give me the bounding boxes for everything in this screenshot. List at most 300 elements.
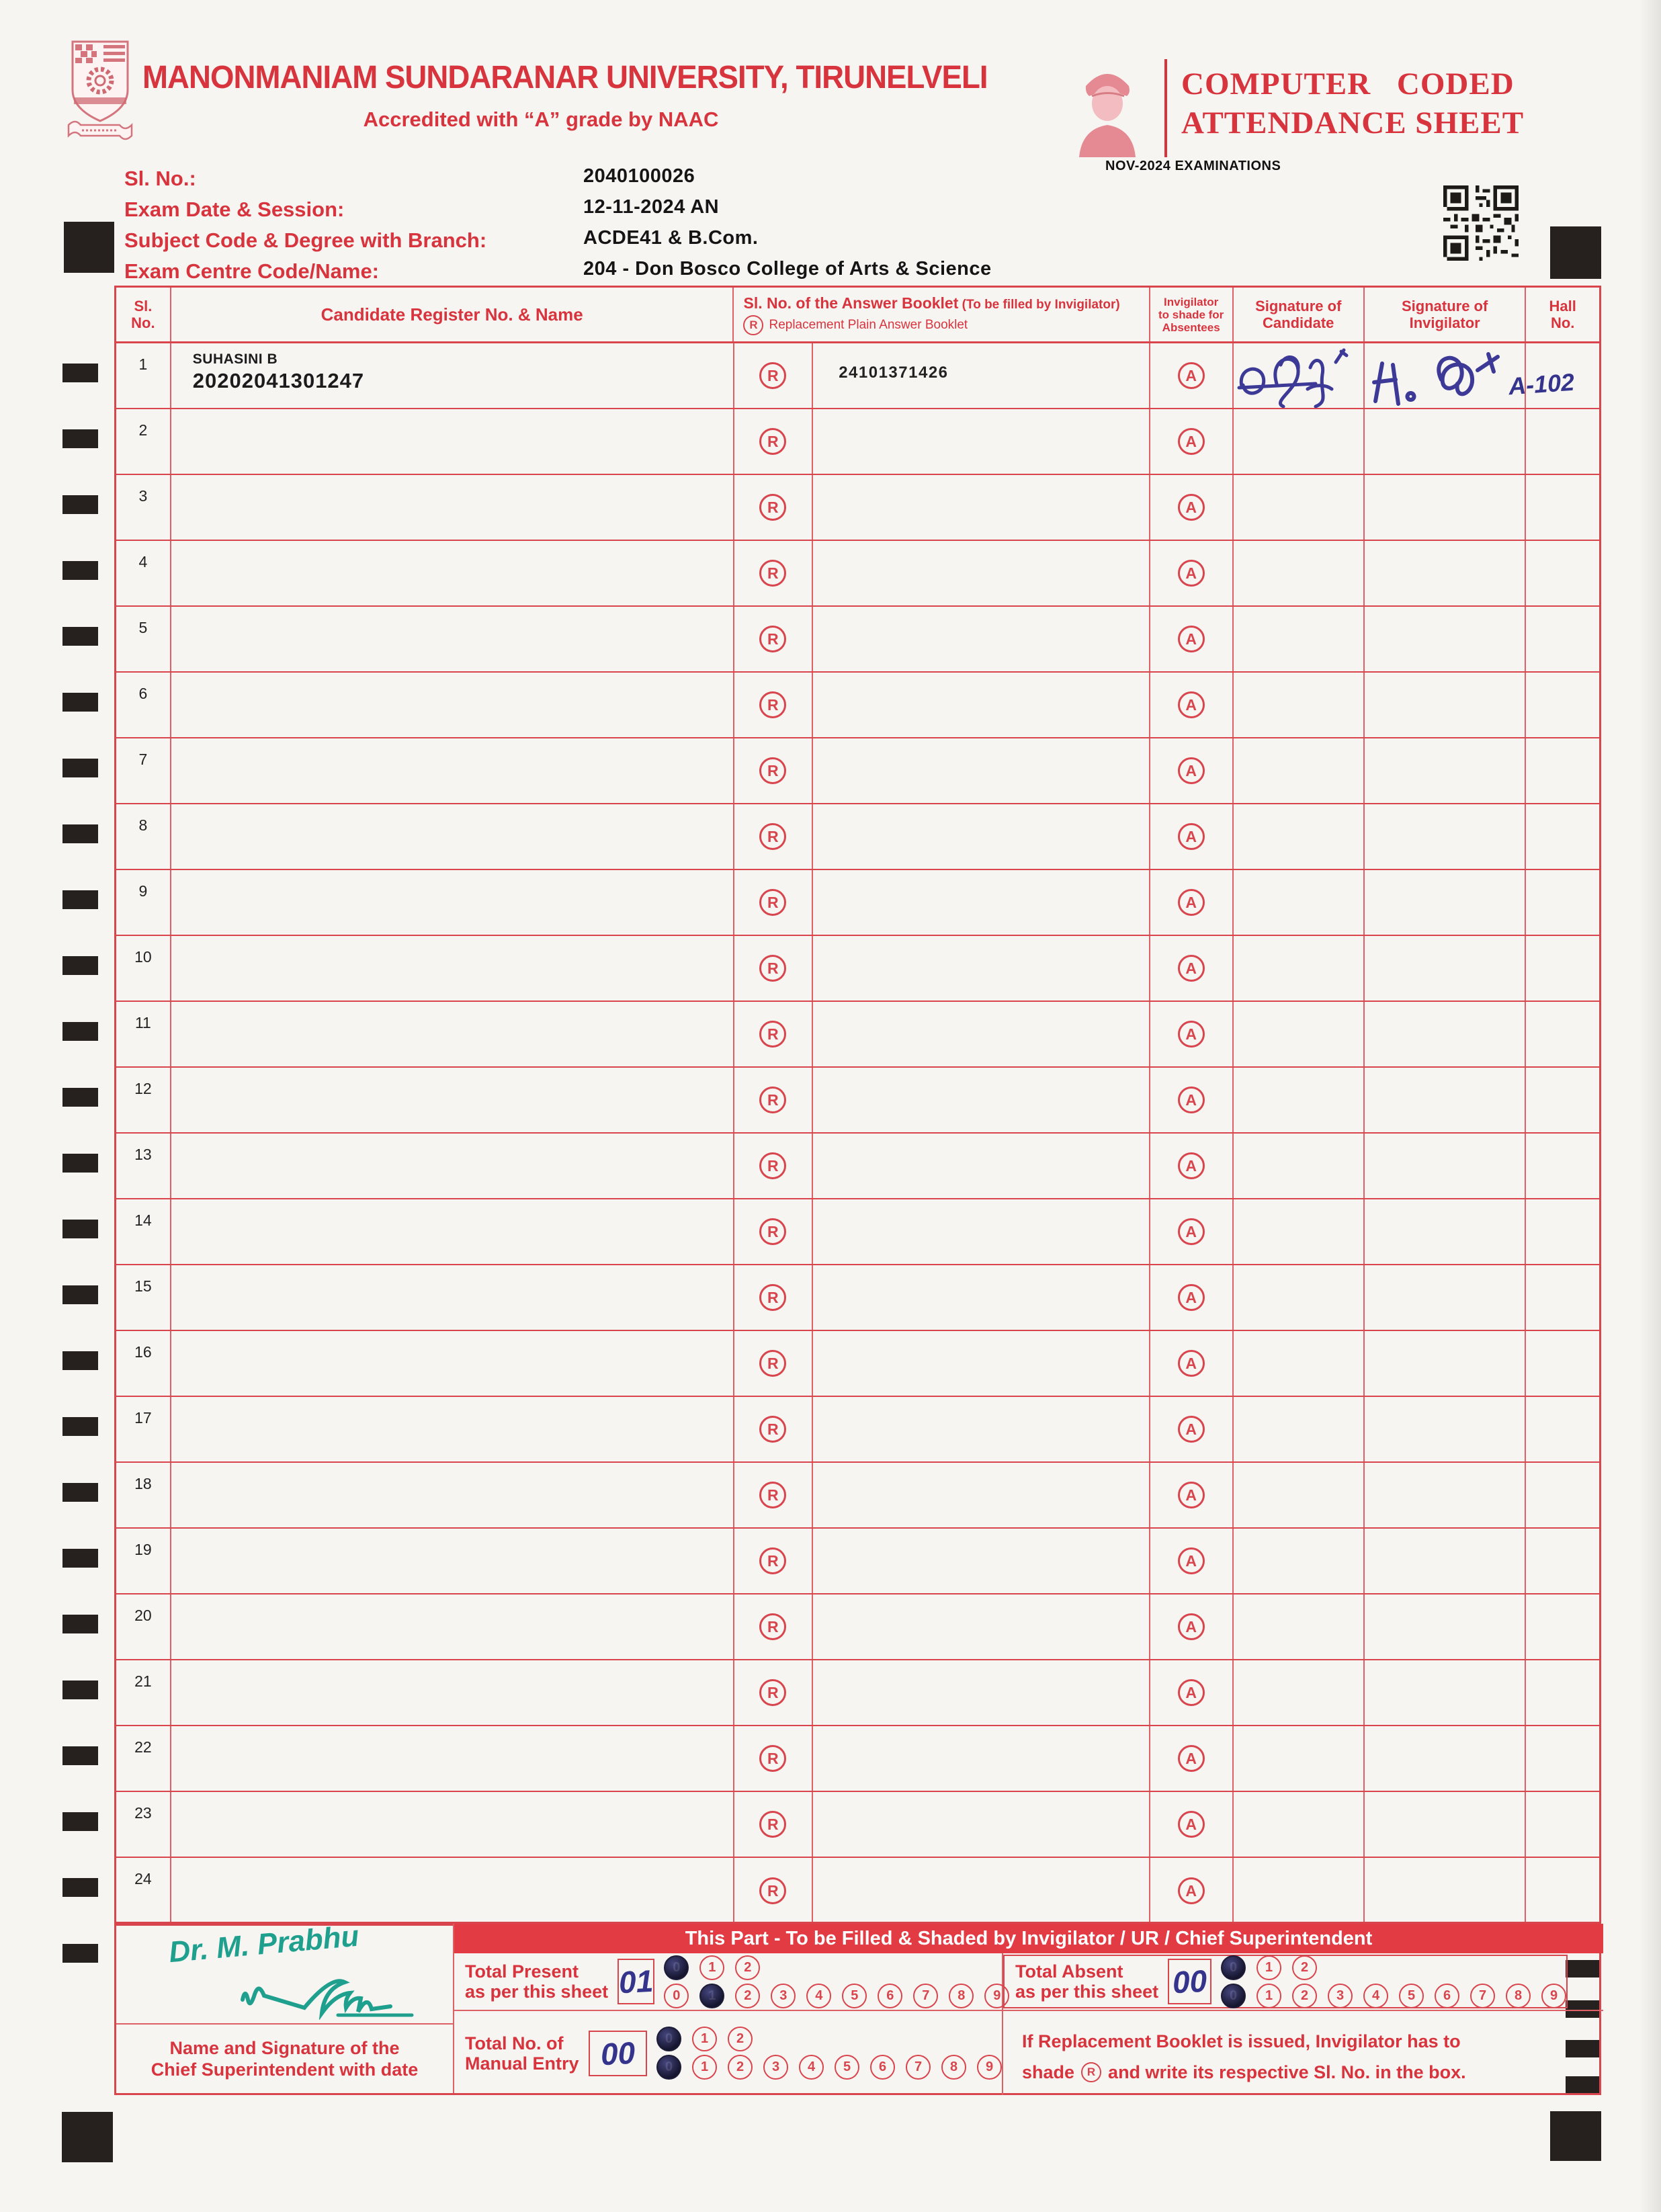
booklet-number-cell[interactable] — [813, 738, 1150, 803]
invigilator-signature-cell[interactable] — [1365, 1397, 1526, 1461]
absent-bubble-cell[interactable] — [1150, 475, 1234, 540]
candidate-signature-cell[interactable] — [1234, 1792, 1365, 1857]
row-number: 8 — [116, 804, 171, 869]
replacement-symbol-icon[interactable]: R — [759, 889, 786, 916]
candidate-cell[interactable] — [171, 673, 734, 737]
replacement-bubble-cell[interactable] — [734, 1594, 814, 1659]
replacement-symbol-icon[interactable]: R — [759, 1152, 786, 1179]
registration-mark — [62, 1285, 98, 1304]
field-label: Exam Centre Code/Name: — [124, 259, 380, 283]
digit-bubble[interactable]: 8 — [1506, 1984, 1531, 2008]
digit-bubble[interactable]: 1 — [1257, 1955, 1281, 1980]
digit-bubble[interactable]: 0 — [664, 1984, 689, 2008]
invigilator-signature-cell[interactable] — [1365, 1463, 1526, 1527]
replacement-bubble-cell[interactable] — [734, 1068, 814, 1132]
absent-symbol-icon[interactable]: A — [1178, 757, 1205, 784]
booklet-number-cell[interactable] — [813, 1397, 1150, 1461]
replacement-note: If Replacement Booklet is issued, Invigilator has to shade R and write its respective Sl. No. in the box. — [1022, 2031, 1466, 2082]
hall-no-cell[interactable] — [1526, 1726, 1599, 1791]
invigilator-signature-cell[interactable] — [1365, 475, 1526, 540]
replacement-bubble-cell[interactable] — [734, 673, 814, 737]
candidate-signature-cell[interactable] — [1234, 1134, 1365, 1198]
invigilator-signature-cell[interactable] — [1365, 1134, 1526, 1198]
digit-bubble[interactable]: 1 — [692, 2027, 717, 2051]
absent-bubble-cell[interactable] — [1150, 607, 1234, 671]
absent-bubble-cell[interactable] — [1150, 1594, 1234, 1659]
candidate-cell[interactable] — [171, 738, 734, 803]
booklet-number-cell[interactable] — [813, 1199, 1150, 1264]
replacement-symbol-icon[interactable]: R — [759, 955, 786, 982]
candidate-signature-cell[interactable] — [1234, 804, 1365, 869]
registration-mark — [62, 1022, 98, 1041]
registration-mark — [62, 364, 98, 382]
invigilator-signature-cell[interactable] — [1365, 1002, 1526, 1066]
digit-bubble[interactable]: 0 — [1221, 1984, 1246, 2008]
invigilator-signature-cell[interactable] — [1365, 1726, 1526, 1791]
booklet-number-cell[interactable] — [813, 607, 1150, 671]
absent-symbol-icon[interactable]: A — [1178, 1021, 1205, 1048]
registration-mark — [1550, 2111, 1601, 2161]
candidate-signature-cell[interactable] — [1234, 1002, 1365, 1066]
absent-symbol-icon[interactable]: A — [1178, 494, 1205, 521]
digit-bubble[interactable]: 8 — [949, 1984, 974, 2008]
digit-bubble[interactable]: 9 — [1541, 1984, 1566, 2008]
candidate-signature-cell[interactable] — [1234, 607, 1365, 671]
candidate-signature-cell[interactable] — [1234, 936, 1365, 1001]
hall-no-cell[interactable] — [1526, 1331, 1599, 1396]
total-present-bubbles — [664, 1955, 1009, 2008]
hall-no-cell[interactable] — [1526, 475, 1599, 540]
hall-no-cell[interactable] — [1526, 1463, 1599, 1527]
replacement-bubble-cell[interactable] — [734, 1529, 814, 1593]
candidate-signature-cell[interactable] — [1234, 738, 1365, 803]
candidate-signature-cell[interactable] — [1234, 1331, 1365, 1396]
booklet-number-cell[interactable] — [813, 936, 1150, 1001]
digit-bubble[interactable]: 0 — [656, 2027, 681, 2051]
digit-bubble[interactable]: 5 — [842, 1984, 867, 2008]
absent-bubble-cell[interactable] — [1150, 1331, 1234, 1396]
absent-bubble-cell[interactable] — [1150, 1529, 1234, 1593]
replacement-bubble-cell[interactable] — [734, 343, 814, 408]
manual-entry-label: Total No. of Manual Entry — [465, 2033, 579, 2074]
absent-bubble-cell[interactable] — [1150, 1792, 1234, 1857]
absent-bubble-cell[interactable] — [1150, 870, 1234, 935]
digit-bubble[interactable]: 4 — [806, 1984, 831, 2008]
replacement-symbol-icon[interactable]: R — [759, 1416, 786, 1443]
manual-entry-box[interactable]: 00 — [589, 2031, 647, 2076]
replacement-bubble-cell[interactable] — [734, 1199, 814, 1264]
replacement-bubble-cell[interactable] — [734, 475, 814, 540]
hall-no-cell[interactable] — [1526, 738, 1599, 803]
candidate-signature-cell[interactable] — [1234, 475, 1365, 540]
registration-mark — [62, 2112, 113, 2162]
candidate-cell[interactable] — [171, 870, 734, 935]
candidate-signature-cell[interactable] — [1234, 409, 1365, 474]
hall-no-cell[interactable] — [1526, 1529, 1599, 1593]
hall-no-cell[interactable] — [1526, 1792, 1599, 1857]
absent-bubble-cell[interactable] — [1150, 1463, 1234, 1527]
hall-no-cell[interactable] — [1526, 1594, 1599, 1659]
replacement-symbol-icon[interactable]: R — [759, 626, 786, 652]
invigilator-signature-cell[interactable] — [1365, 1792, 1526, 1857]
absent-symbol-icon[interactable]: A — [1178, 955, 1205, 982]
replacement-symbol-icon[interactable]: R — [759, 1811, 786, 1838]
absent-bubble-cell[interactable] — [1150, 1397, 1234, 1461]
candidate-cell[interactable] — [171, 1002, 734, 1066]
absent-bubble-cell[interactable] — [1150, 1199, 1234, 1264]
replacement-bubble-cell[interactable] — [734, 607, 814, 671]
table-row — [116, 409, 1599, 475]
chief-signature-name: Dr. M. Prabhu — [167, 1919, 361, 1969]
candidate-signature-cell[interactable] — [1234, 541, 1365, 605]
booklet-number-cell[interactable] — [813, 1594, 1150, 1659]
col-header-hall-no: Hall No. — [1549, 298, 1576, 331]
candidate-signature-cell[interactable] — [1234, 1660, 1365, 1725]
hall-no-cell[interactable] — [1526, 936, 1599, 1001]
replacement-symbol-icon[interactable]: R — [759, 1284, 786, 1311]
absent-bubble-cell[interactable] — [1150, 1858, 1234, 1924]
candidate-cell[interactable] — [171, 541, 734, 605]
replacement-symbol-icon[interactable]: R — [759, 1613, 786, 1640]
replacement-symbol-icon[interactable]: R — [759, 1679, 786, 1706]
digit-bubble[interactable]: 5 — [1399, 1984, 1424, 2008]
absent-symbol-icon[interactable]: A — [1178, 1152, 1205, 1179]
replacement-bubble-cell[interactable] — [734, 1331, 814, 1396]
digit-bubble[interactable]: 3 — [763, 2055, 788, 2080]
table-row — [116, 1199, 1599, 1265]
invigilator-signature-cell[interactable] — [1365, 738, 1526, 803]
replacement-symbol-icon[interactable]: R — [759, 1877, 786, 1904]
digit-bubble[interactable]: 6 — [1435, 1984, 1459, 2008]
replacement-symbol-icon[interactable]: R — [759, 1350, 786, 1377]
col-header-signature-candidate: Signature of Candidate — [1234, 288, 1365, 341]
invigilator-signature-cell[interactable] — [1365, 1068, 1526, 1132]
digit-bubble[interactable]: 2 — [728, 2027, 753, 2051]
hall-no-cell[interactable] — [1526, 1660, 1599, 1725]
replacement-bubble-cell[interactable] — [734, 1858, 814, 1924]
absent-symbol-icon[interactable]: A — [1178, 1350, 1205, 1377]
replacement-symbol-icon[interactable]: R — [759, 1482, 786, 1508]
absent-symbol-icon[interactable]: A — [1178, 1613, 1205, 1640]
absent-symbol-icon[interactable]: A — [1178, 1679, 1205, 1706]
field-sl-no — [124, 167, 1065, 192]
invigilator-signature-cell[interactable] — [1365, 1660, 1526, 1725]
hall-no-cell[interactable] — [1526, 1397, 1599, 1461]
candidate-cell[interactable] — [171, 1134, 734, 1198]
replacement-symbol-icon[interactable]: R — [759, 1218, 786, 1245]
absent-bubble-cell[interactable] — [1150, 936, 1234, 1001]
field-subject-code — [124, 228, 1065, 253]
booklet-number-cell[interactable] — [813, 1265, 1150, 1330]
digit-bubble[interactable]: 2 — [1292, 1984, 1317, 2008]
registration-mark — [62, 495, 98, 514]
digit-bubble[interactable]: 8 — [941, 2055, 966, 2080]
replacement-bubble-cell[interactable] — [734, 1660, 814, 1725]
invigilator-signature-cell[interactable] — [1365, 1594, 1526, 1659]
hall-no-cell[interactable] — [1526, 1068, 1599, 1132]
table-row — [116, 1397, 1599, 1463]
candidate-signature-cell[interactable] — [1234, 1726, 1365, 1791]
candidate-cell[interactable] — [171, 1660, 734, 1725]
table-body — [116, 343, 1599, 1924]
absent-symbol-icon[interactable]: A — [1178, 428, 1205, 455]
booklet-number-cell[interactable] — [813, 541, 1150, 605]
absent-bubble-cell[interactable] — [1150, 1660, 1234, 1725]
absent-bubble-cell[interactable] — [1150, 1726, 1234, 1791]
digit-bubble[interactable]: 0 — [664, 1955, 689, 1980]
digit-bubble[interactable]: 6 — [870, 2055, 895, 2080]
digit-bubble[interactable]: 2 — [735, 1984, 760, 2008]
booklet-number-cell[interactable] — [813, 1134, 1150, 1198]
candidate-signature-cell[interactable] — [1234, 1068, 1365, 1132]
booklet-number-cell[interactable] — [813, 409, 1150, 474]
candidate-cell[interactable] — [171, 1858, 734, 1924]
field-value: 12-11-2024 AN — [583, 196, 720, 218]
total-present-label: Total Present as per this sheet — [465, 1961, 609, 2002]
booklet-number-cell[interactable] — [813, 1858, 1150, 1924]
chief-signature-area[interactable] — [116, 1919, 453, 2025]
booklet-number-cell[interactable] — [813, 1792, 1150, 1857]
booklet-number-cell[interactable] — [813, 1068, 1150, 1132]
candidate-signature-cell[interactable] — [1234, 1265, 1365, 1330]
registration-mark — [62, 1483, 98, 1502]
replacement-bubble-cell[interactable] — [734, 409, 814, 474]
absent-symbol-icon[interactable]: A — [1178, 1745, 1205, 1772]
table-row — [116, 1265, 1599, 1331]
replacement-note-cell — [1003, 2011, 1603, 2095]
absent-symbol-icon[interactable]: A — [1178, 362, 1205, 389]
hall-no-cell[interactable] — [1526, 607, 1599, 671]
hall-no-cell[interactable] — [1526, 409, 1599, 474]
candidate-signature-cell[interactable] — [1234, 870, 1365, 935]
registration-mark — [62, 824, 98, 843]
invigilator-signature-cell[interactable] — [1365, 804, 1526, 869]
absent-symbol-icon[interactable]: A — [1178, 560, 1205, 587]
digit-bubble[interactable]: 0 — [656, 2055, 681, 2080]
candidate-cell[interactable] — [171, 1265, 734, 1330]
absent-bubble-cell[interactable] — [1150, 409, 1234, 474]
candidate-cell[interactable] — [171, 475, 734, 540]
absent-bubble-cell[interactable] — [1150, 1134, 1234, 1198]
candidate-cell[interactable] — [171, 1068, 734, 1132]
digit-bubble[interactable]: 4 — [799, 2055, 824, 2080]
table-row — [116, 870, 1599, 936]
row-number: 15 — [116, 1265, 171, 1330]
replacement-symbol-icon[interactable]: R — [759, 1547, 786, 1574]
table-row — [116, 1660, 1599, 1726]
invigilator-signature-cell[interactable] — [1365, 673, 1526, 737]
hall-no-cell[interactable] — [1507, 343, 1599, 408]
booklet-number-cell[interactable] — [813, 475, 1150, 540]
digit-bubble[interactable]: 1 — [699, 1984, 724, 2008]
candidate-signature-cell[interactable] — [1234, 1199, 1365, 1264]
invigilator-signature-cell[interactable] — [1365, 541, 1526, 605]
absent-bubble-cell[interactable] — [1150, 343, 1234, 408]
candidate-signature-cell[interactable] — [1234, 343, 1365, 408]
invigilator-signature-cell[interactable] — [1365, 343, 1526, 408]
replacement-bubble-cell[interactable] — [734, 1002, 814, 1066]
hall-no-cell[interactable] — [1526, 870, 1599, 935]
row-number: 22 — [116, 1726, 171, 1791]
candidate-signature-cell[interactable] — [1234, 1594, 1365, 1659]
digit-bubble[interactable]: 7 — [913, 1984, 938, 2008]
invigilator-signature-cell[interactable] — [1365, 1265, 1526, 1330]
candidate-signature-cell[interactable] — [1234, 1463, 1365, 1527]
absent-symbol-icon[interactable]: A — [1178, 1416, 1205, 1443]
candidate-cell[interactable] — [171, 1397, 734, 1461]
total-present-box[interactable]: 01 — [617, 1959, 654, 2004]
section-banner: This Part - To be Filled & Shaded by Invigilator / UR / Chief Superintendent — [454, 1924, 1603, 1953]
booklet-number-cell[interactable] — [813, 1726, 1150, 1791]
absent-bubble-cell[interactable] — [1150, 738, 1234, 803]
replacement-bubble-cell[interactable] — [734, 1397, 814, 1461]
replacement-bubble-cell[interactable] — [734, 1463, 814, 1527]
hall-no-cell[interactable] — [1526, 1265, 1599, 1330]
col-header-candidate: Candidate Register No. & Name — [171, 288, 734, 341]
replacement-symbol-icon[interactable]: R — [759, 691, 786, 718]
replacement-symbol-icon[interactable]: R — [759, 494, 786, 521]
absent-bubble-cell[interactable] — [1150, 541, 1234, 605]
replacement-bubble-cell[interactable] — [734, 1792, 814, 1857]
replacement-symbol-icon[interactable]: R — [759, 428, 786, 455]
candidate-cell[interactable] — [171, 1792, 734, 1857]
digit-bubble[interactable]: 2 — [728, 2055, 753, 2080]
hall-no-value: A-102 — [1507, 368, 1576, 400]
candidate-cell[interactable] — [171, 936, 734, 1001]
booklet-number-cell[interactable] — [813, 343, 1150, 408]
invigilator-signature-cell[interactable] — [1365, 870, 1526, 935]
hall-no-cell[interactable] — [1526, 804, 1599, 869]
absent-symbol-icon[interactable]: A — [1178, 1482, 1205, 1508]
hall-no-cell[interactable] — [1526, 541, 1599, 605]
replacement-symbol-icon[interactable]: R — [759, 1745, 786, 1772]
digit-bubble[interactable]: 4 — [1363, 1984, 1388, 2008]
candidate-cell[interactable] — [171, 1199, 734, 1264]
replacement-symbol-icon[interactable]: R — [759, 362, 786, 389]
absent-bubble-cell[interactable] — [1150, 1002, 1234, 1066]
candidate-cell[interactable] — [171, 1529, 734, 1593]
absent-bubble-cell[interactable] — [1150, 804, 1234, 869]
invigilator-signature-cell[interactable] — [1365, 1199, 1526, 1264]
university-name: MANONMANIAM SUNDARANAR UNIVERSITY, TIRUNELVELI — [142, 60, 988, 95]
absent-bubble-cell[interactable] — [1150, 1068, 1234, 1132]
absent-symbol-icon[interactable]: A — [1178, 691, 1205, 718]
candidate-signature-cell[interactable] — [1234, 673, 1365, 737]
digit-bubble[interactable]: 0 — [1221, 1955, 1246, 1980]
digit-bubble[interactable]: 2 — [735, 1955, 760, 1980]
absent-symbol-icon[interactable]: A — [1178, 1284, 1205, 1311]
digit-bubble[interactable]: 9 — [977, 2055, 1002, 2080]
digit-bubble[interactable]: 9 — [984, 1984, 1009, 2008]
digit-bubble[interactable]: 3 — [1328, 1984, 1353, 2008]
digit-bubble[interactable]: 2 — [1292, 1955, 1317, 1980]
digit-bubble[interactable]: 6 — [878, 1984, 902, 2008]
replacement-bubble-cell[interactable] — [734, 1726, 814, 1791]
absent-symbol-icon[interactable]: A — [1178, 889, 1205, 916]
candidate-cell[interactable] — [171, 1463, 734, 1527]
candidate-cell[interactable] — [171, 343, 734, 408]
booklet-number-cell[interactable] — [813, 1529, 1150, 1593]
registration-mark — [62, 1220, 98, 1238]
header-divider — [1164, 59, 1167, 157]
booklet-number-cell[interactable] — [813, 870, 1150, 935]
booklet-number-cell[interactable] — [813, 1002, 1150, 1066]
row-number: 2 — [116, 409, 171, 474]
candidate-signature-cell[interactable] — [1234, 1397, 1365, 1461]
absent-symbol-icon[interactable]: A — [1178, 1087, 1205, 1113]
hall-no-cell[interactable] — [1526, 1858, 1599, 1924]
hall-no-cell[interactable] — [1526, 1134, 1599, 1198]
replacement-bubble-cell[interactable] — [734, 1265, 814, 1330]
digit-bubble[interactable]: 1 — [699, 1955, 724, 1980]
digit-bubble[interactable]: 3 — [771, 1984, 796, 2008]
replacement-bubble-cell[interactable] — [734, 870, 814, 935]
replacement-bubble-cell[interactable] — [734, 738, 814, 803]
absent-symbol-icon[interactable]: A — [1178, 1218, 1205, 1245]
booklet-number-cell[interactable] — [813, 673, 1150, 737]
candidate-cell[interactable] — [171, 1726, 734, 1791]
hall-no-cell[interactable] — [1526, 1002, 1599, 1066]
digit-bubble[interactable]: 7 — [1470, 1984, 1495, 2008]
replacement-symbol-icon[interactable]: R — [759, 1021, 786, 1048]
candidate-cell[interactable] — [171, 1331, 734, 1396]
absent-symbol-icon[interactable]: A — [1178, 823, 1205, 850]
candidate-signature-cell[interactable] — [1234, 1529, 1365, 1593]
absent-symbol-icon[interactable]: A — [1178, 626, 1205, 652]
invigilator-signature-cell[interactable] — [1365, 607, 1526, 671]
absent-symbol-icon[interactable]: A — [1178, 1811, 1205, 1838]
invigilator-signature-cell[interactable] — [1365, 936, 1526, 1001]
booklet-number-cell[interactable] — [813, 804, 1150, 869]
replacement-bubble-cell[interactable] — [734, 541, 814, 605]
replacement-bubble-cell[interactable] — [734, 804, 814, 869]
replacement-symbol-icon[interactable]: R — [759, 757, 786, 784]
digit-bubble[interactable]: 5 — [835, 2055, 859, 2080]
booklet-number-cell[interactable] — [813, 1463, 1150, 1527]
replacement-symbol-icon[interactable]: R — [759, 1087, 786, 1113]
replacement-symbol-icon[interactable]: R — [759, 560, 786, 587]
absent-symbol-icon[interactable]: A — [1178, 1547, 1205, 1574]
absent-symbol-icon[interactable]: A — [1178, 1877, 1205, 1904]
candidate-cell[interactable] — [171, 409, 734, 474]
absent-bubble-cell[interactable] — [1150, 673, 1234, 737]
table-row — [116, 1068, 1599, 1134]
hall-no-cell[interactable] — [1526, 673, 1599, 737]
digit-bubble[interactable]: 1 — [692, 2055, 717, 2080]
row-number: 17 — [116, 1397, 171, 1461]
digit-bubble[interactable]: 1 — [1257, 1984, 1281, 2008]
hall-no-cell[interactable] — [1526, 1199, 1599, 1264]
total-absent-box[interactable]: 00 — [1168, 1959, 1211, 2004]
invigilator-signature-cell[interactable] — [1365, 1331, 1526, 1396]
invigilator-signature-cell[interactable] — [1365, 409, 1526, 474]
candidate-cell[interactable] — [171, 1594, 734, 1659]
digit-bubble[interactable]: 7 — [906, 2055, 931, 2080]
booklet-number-cell[interactable] — [813, 1331, 1150, 1396]
replacement-bubble-cell[interactable] — [734, 1134, 814, 1198]
invigilator-signature-cell[interactable] — [1365, 1529, 1526, 1593]
table-header-row — [116, 288, 1599, 343]
candidate-signature-cell[interactable] — [1234, 1858, 1365, 1924]
candidate-cell[interactable] — [171, 607, 734, 671]
replacement-symbol-icon[interactable]: R — [759, 823, 786, 850]
absent-bubble-cell[interactable] — [1150, 1265, 1234, 1330]
invigilator-signature-cell[interactable] — [1365, 1858, 1526, 1924]
replacement-bubble-cell[interactable] — [734, 936, 814, 1001]
booklet-number-cell[interactable] — [813, 1660, 1150, 1725]
form-fields — [124, 167, 1065, 284]
candidate-cell[interactable] — [171, 804, 734, 869]
